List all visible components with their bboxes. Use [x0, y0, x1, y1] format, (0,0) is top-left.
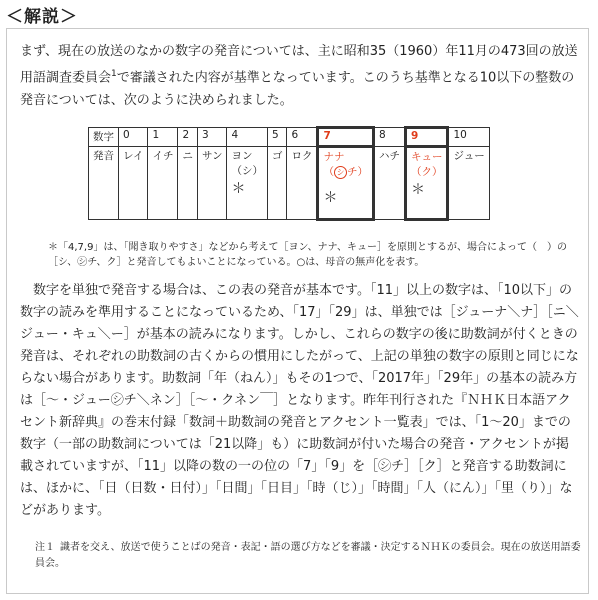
- asterisk-9: ＊: [410, 182, 425, 198]
- num-4: 4: [227, 128, 268, 147]
- pron-4: ヨン （シ） ＊: [227, 147, 268, 220]
- pron-7: ナナ （ シ チ） ＊: [318, 147, 374, 220]
- num-0: 0: [119, 128, 148, 147]
- row-label-pronunciation: 発音: [89, 147, 119, 220]
- num-5: 5: [267, 128, 287, 147]
- intro-text-b: で審議された内容が基準となっています。このうち基準となる10以下の整数の発音については、次のように決められました。: [20, 70, 575, 109]
- footnote-marker: 1: [111, 69, 117, 79]
- pron-1: イチ: [148, 147, 178, 220]
- intro-text-a: まず、現在の放送のなかの数字の発音については、主に昭和35（1960）年11月の473回の放送用語調査委員会: [20, 44, 578, 86]
- num-9: 9: [405, 128, 448, 147]
- num-3: 3: [197, 128, 226, 147]
- footnote-label: 注１: [35, 542, 55, 553]
- pron-8: ハチ: [373, 147, 405, 220]
- pron-2: ニ: [178, 147, 198, 220]
- footnote-text: 識者を交え、放送で使うことばの発音・表記・語の選び方などを審議・決定するＮＨＫの委員会。現在の放送用語委員会。: [35, 542, 581, 569]
- pron-5: ゴ: [267, 147, 287, 220]
- num-10: 10: [448, 128, 489, 147]
- body-paragraph: 数字を単独で発音する場合は、この表の発音が基本です。「11」以上の数字は、「10以下」の数字の読みを準用することになっているため、「17」「29」は、単独では［ジューナ＼ナ］［ニ＼ジュー・キュ＼ー］が基本の読みになります。しかし、これらの数字の後に助数詞が付くときの発音は、それぞれの助数詞の古くからの慣用にしたがって、上記の単独の数字の原則と同じにならない場合があります。助数詞「年（ねん）」もその1つで、「2017年」「29年」の基本の読み方は［～・ジュー㋛チ＼ネン］［～・クネン￣］となります。昨年刊行された『ＮＨＫ日本語アクセント新辞典』の巻末付録「数詞＋助数詞の発音とアクセント一覧表」では、「1～20」までの数字（一部の助数詞については「21以降」も）に助数詞が付いた場合の発音・アクセントが掲載されていますが、「11」以降の数の一の位の「7」「9」を［㋛チ］［ク］と発音する助数詞には、ほかに、「日（日数・日付）」「日間」「日目」「時（じ）」「時間」「人（にん）」「里（り）」などがあります。: [20, 283, 579, 518]
- pron-0: レイ: [119, 147, 148, 220]
- row-label-number: 数字: [89, 128, 119, 147]
- intro-paragraph: [20, 40, 580, 112]
- pron-10: ジュー: [448, 147, 489, 220]
- num-7: 7: [318, 128, 374, 147]
- section-heading: ＜解説＞: [6, 7, 78, 27]
- num-8: 8: [373, 128, 405, 147]
- num-6: 6: [287, 128, 318, 147]
- body-text: [20, 280, 580, 522]
- footnote-1: [35, 540, 585, 572]
- number-pronunciation-table: [88, 126, 490, 221]
- table-footnote: ＊「4,7,9」は、「聞き取りやすさ」などから考えて［ヨン、ナナ、キュー］を原則とするが、場合によって（ ）の［シ、㋛チ、ク］と発音してもよいことになっている。○は、母音の無声化を表す。: [48, 242, 567, 268]
- asterisk-4: ＊: [231, 181, 246, 197]
- pron-3: サン: [197, 147, 226, 220]
- num-2: 2: [178, 128, 198, 147]
- pron-9: キュー （ク） ＊: [405, 147, 448, 220]
- pron-6: ロク: [287, 147, 318, 220]
- num-1: 1: [148, 128, 178, 147]
- asterisk-7: ＊: [323, 190, 338, 206]
- voiceless-circle: シ: [334, 166, 347, 179]
